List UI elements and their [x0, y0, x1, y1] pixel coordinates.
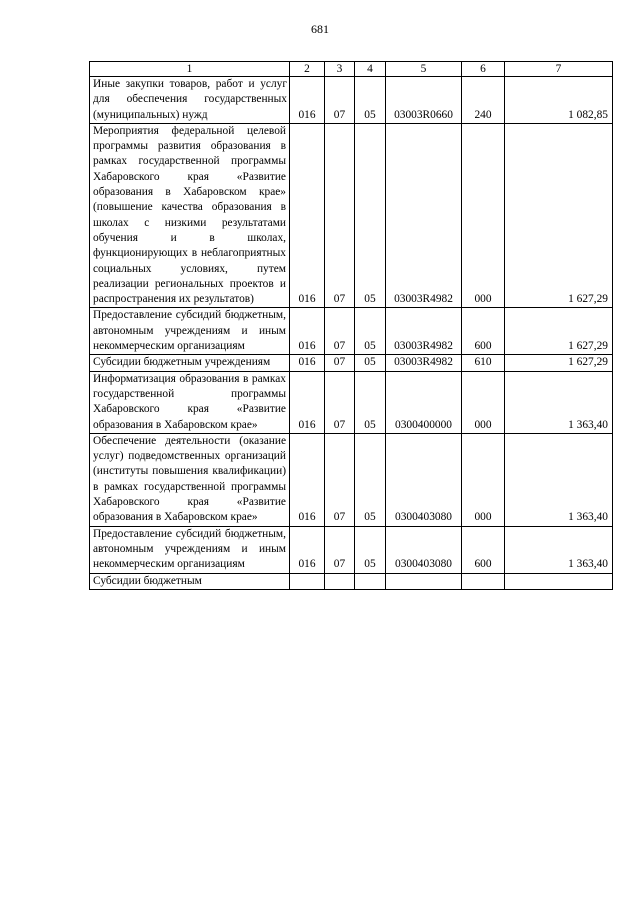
- cell-ministry-code: 016: [290, 77, 325, 124]
- cell-section-code: 07: [325, 526, 355, 573]
- row-name-text: Мероприятия федеральной целевой программы развития образования в рамках государственной программы Хабаровского края «Развитие образования в Хабаровском крае» (повышение качества образования в школах с низкими результатами обучения и в школах, функционирующих в неблагоприятных социальных условиях, путем реализации региональных проектов и распространения их результатов): [93, 124, 286, 306]
- row-name: [90, 308, 290, 355]
- cell-target-article: 0300403080: [386, 526, 462, 573]
- cell-ministry-code: 016: [290, 371, 325, 433]
- row-name-text: Предоставление субсидий бюджетным, автономным учреждениям и иным некоммерческим организациям: [93, 527, 286, 571]
- cell-ministry-code: 016: [290, 526, 325, 573]
- cell-subsection-code: 05: [355, 526, 386, 573]
- table-row: [90, 526, 613, 573]
- table-row: [90, 355, 613, 371]
- cell-expense-type: 000: [462, 123, 505, 308]
- cell-section-code: 07: [325, 371, 355, 433]
- cell-target-article: 03003R4982: [386, 355, 462, 371]
- table-row: [90, 433, 613, 526]
- cell-target-article: 03003R4982: [386, 308, 462, 355]
- cell-subsection-code: [355, 573, 386, 589]
- cell-amount: 1 363,40: [505, 371, 613, 433]
- cell-section-code: 07: [325, 77, 355, 124]
- cell-ministry-code: 016: [290, 123, 325, 308]
- cell-section-code: 07: [325, 308, 355, 355]
- cell-section-code: 07: [325, 123, 355, 308]
- column-header: 6: [462, 62, 505, 77]
- column-header: 4: [355, 62, 386, 77]
- cell-subsection-code: 05: [355, 355, 386, 371]
- row-name: [90, 371, 290, 433]
- cell-expense-type: 610: [462, 355, 505, 371]
- cell-subsection-code: 05: [355, 123, 386, 308]
- row-name-text: Информатизация образования в рамках государственной программы Хабаровского края «Развитие образования в Хабаровском крае»: [93, 372, 286, 431]
- budget-table: [89, 61, 613, 590]
- row-name: [90, 433, 290, 526]
- cell-amount: 1 082,85: [505, 77, 613, 124]
- row-name-text: Субсидии бюджетным учреждениям: [93, 356, 271, 369]
- cell-ministry-code: 016: [290, 355, 325, 371]
- cell-subsection-code: 05: [355, 371, 386, 433]
- column-header: 3: [325, 62, 355, 77]
- row-name: [90, 526, 290, 573]
- cell-amount: 1 363,40: [505, 433, 613, 526]
- cell-section-code: 07: [325, 433, 355, 526]
- table-row: [90, 77, 613, 124]
- row-name-text: Предоставление субсидий бюджетным, автономным учреждениям и иным некоммерческим организациям: [93, 309, 286, 353]
- cell-amount: 1 627,29: [505, 308, 613, 355]
- row-name: [90, 123, 290, 308]
- row-name: [90, 77, 290, 124]
- table-header-row: [90, 62, 613, 77]
- cell-amount: 1 363,40: [505, 526, 613, 573]
- row-name-text: Иные закупки товаров, работ и услуг для обеспечения государственных (муниципальных) нужд: [93, 78, 287, 121]
- page-number: 681: [311, 22, 329, 36]
- row-name-text: Субсидии бюджетным: [93, 574, 202, 587]
- cell-expense-type: 600: [462, 526, 505, 573]
- cell-section-code: [325, 573, 355, 589]
- cell-target-article: 0300400000: [386, 371, 462, 433]
- row-name: [90, 573, 290, 589]
- cell-subsection-code: 05: [355, 433, 386, 526]
- cell-target-article: 03003R4982: [386, 123, 462, 308]
- cell-expense-type: [462, 573, 505, 589]
- cell-target-article: [386, 573, 462, 589]
- row-name-text: Обеспечение деятельности (оказание услуг) подведомственных организаций (институты повышения квалификации) в рамках государственной программы Хабаровского края «Развитие образования в Хабаровском крае»: [93, 434, 286, 524]
- cell-expense-type: 000: [462, 371, 505, 433]
- table-row: [90, 371, 613, 433]
- cell-expense-type: 000: [462, 433, 505, 526]
- cell-amount: 1 627,29: [505, 123, 613, 308]
- column-header: 7: [505, 62, 613, 77]
- cell-target-article: 03003R0660: [386, 77, 462, 124]
- column-header: 2: [290, 62, 325, 77]
- cell-subsection-code: 05: [355, 77, 386, 124]
- cell-amount: [505, 573, 613, 589]
- cell-expense-type: 600: [462, 308, 505, 355]
- table-row: [90, 573, 613, 589]
- cell-target-article: 0300403080: [386, 433, 462, 526]
- cell-ministry-code: 016: [290, 433, 325, 526]
- table-row: [90, 123, 613, 308]
- cell-section-code: 07: [325, 355, 355, 371]
- cell-expense-type: 240: [462, 77, 505, 124]
- column-header: 1: [90, 62, 290, 77]
- cell-ministry-code: 016: [290, 308, 325, 355]
- cell-amount: 1 627,29: [505, 355, 613, 371]
- row-name: [90, 355, 290, 371]
- cell-subsection-code: 05: [355, 308, 386, 355]
- cell-ministry-code: [290, 573, 325, 589]
- table-row: [90, 308, 613, 355]
- column-header: 5: [386, 62, 462, 77]
